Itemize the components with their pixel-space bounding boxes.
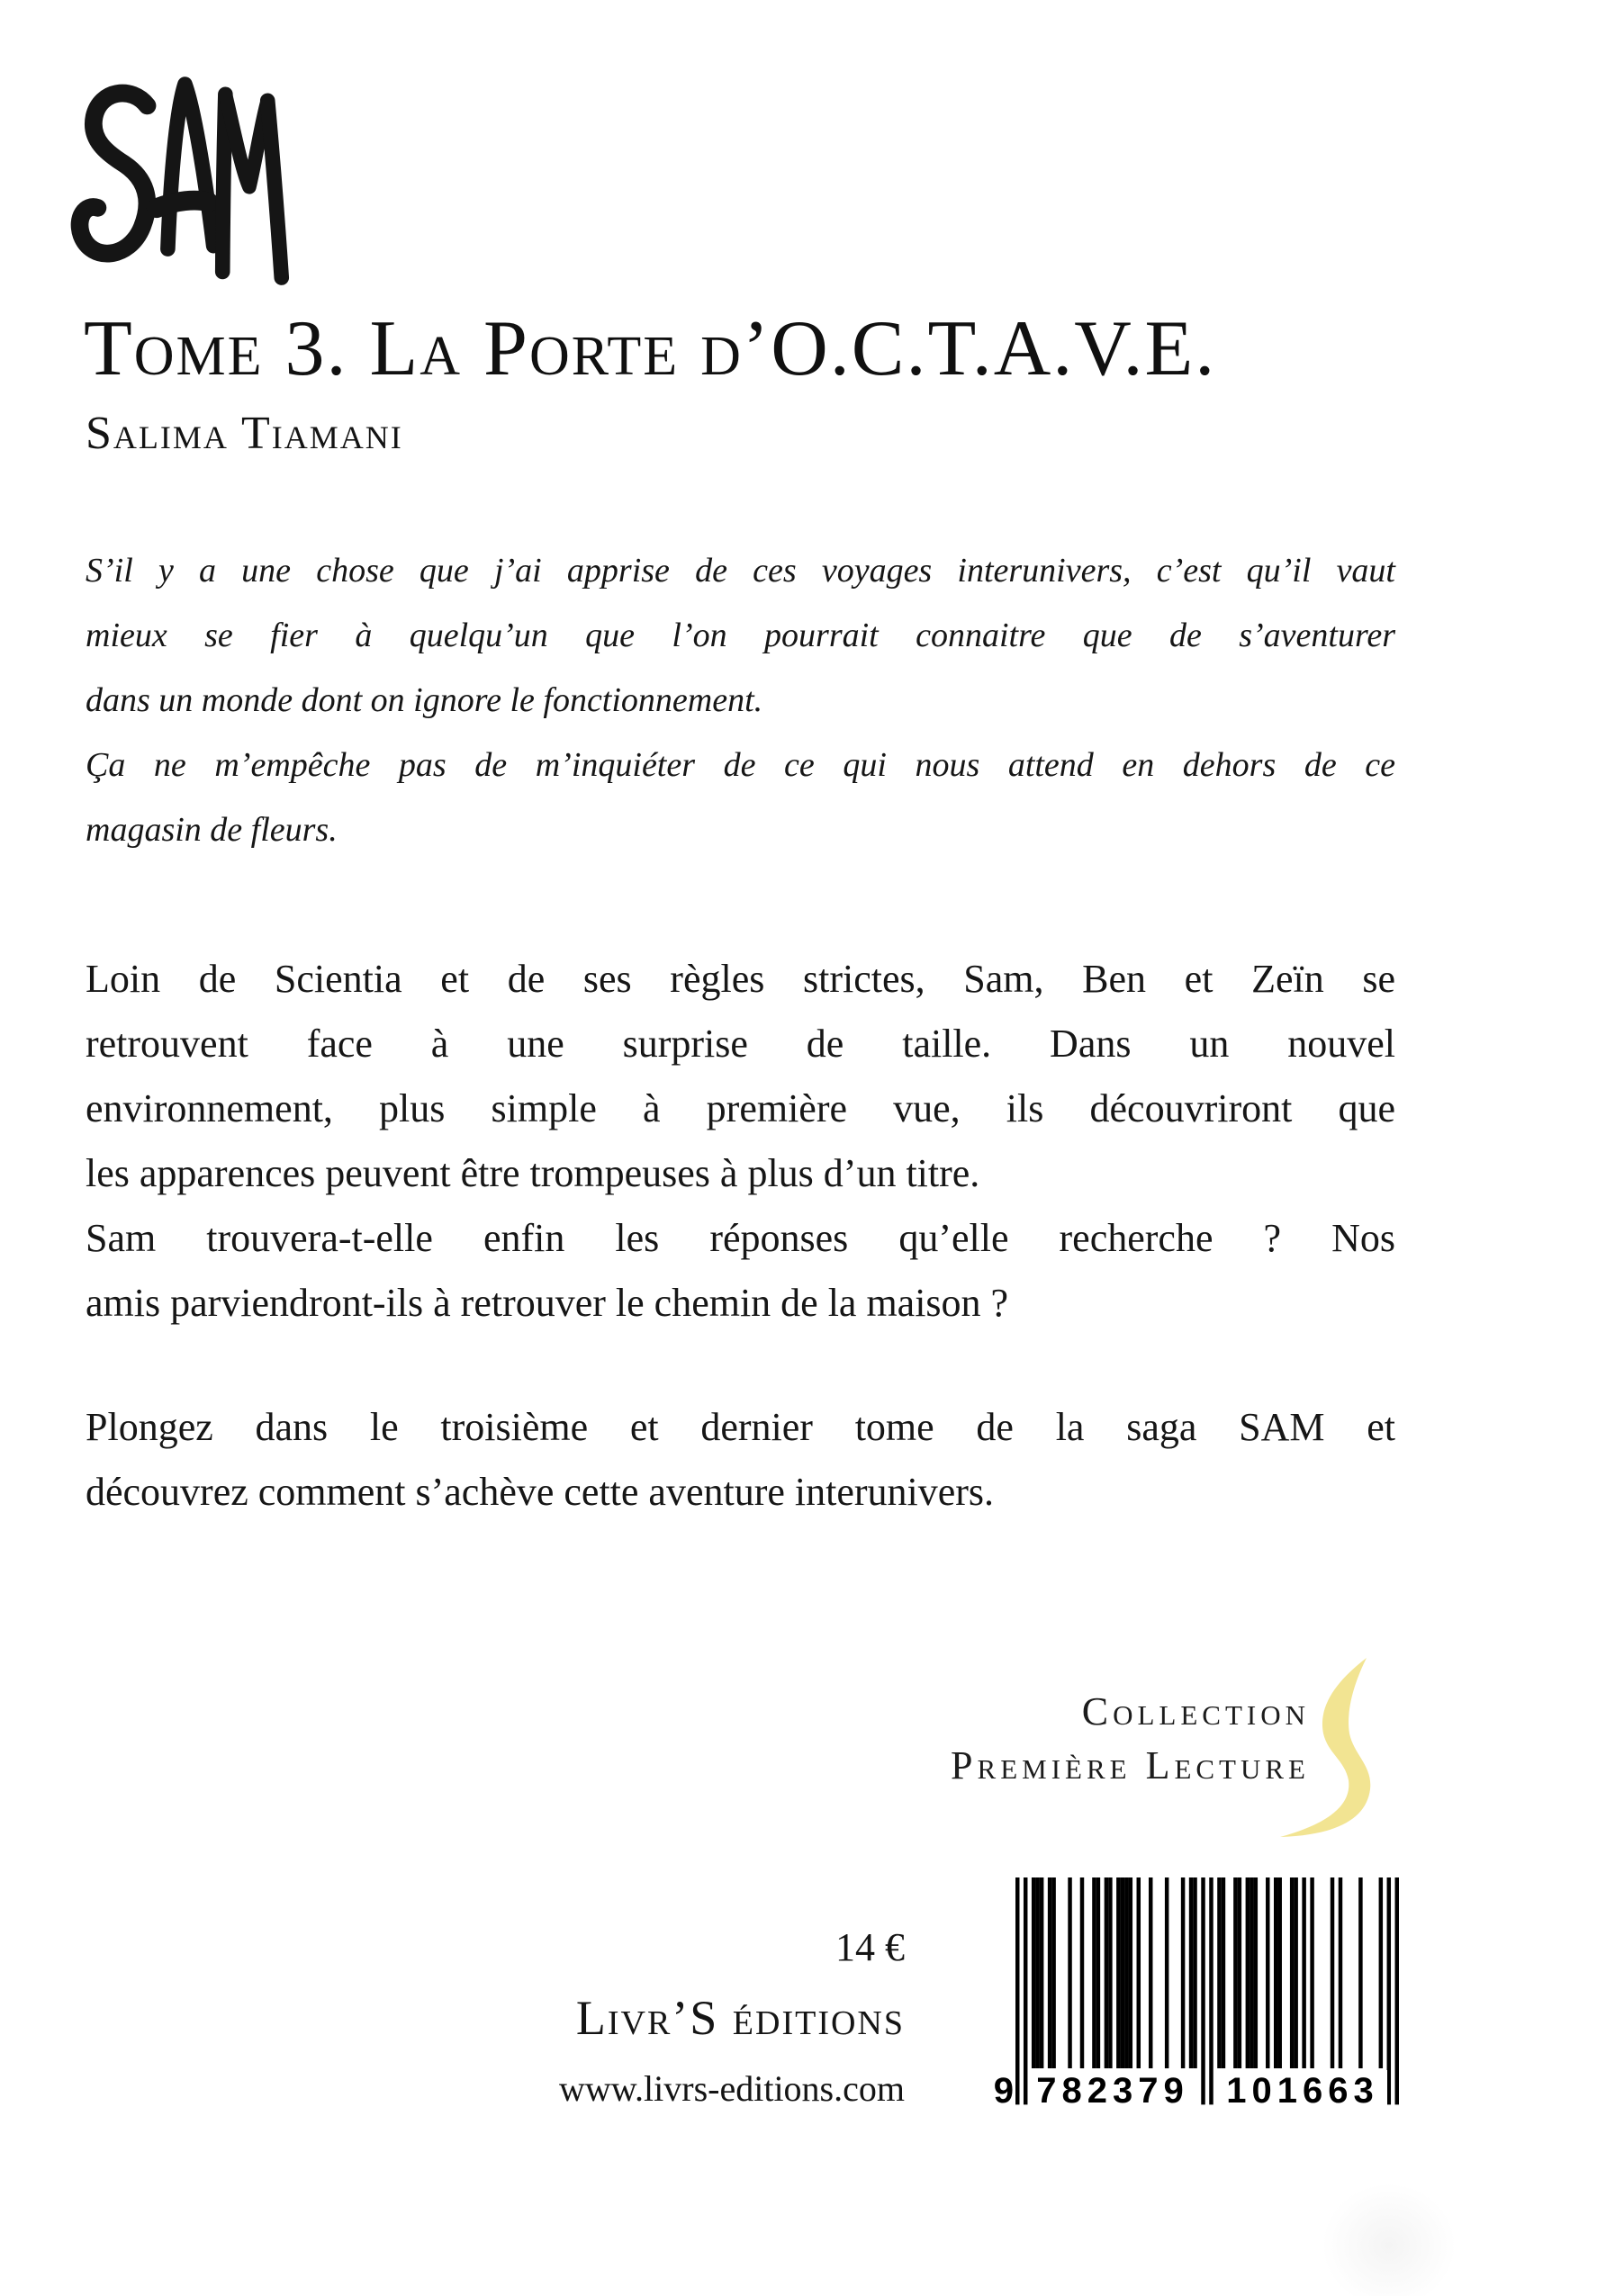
collection-mark [951,1685,1310,1793]
price-label: 14 € [835,1925,905,1969]
barcode-digits-group2: 101663 [1218,2070,1387,2111]
text-line: amis parviendront-ils à retrouver le chemin de la maison ? [86,1281,1009,1325]
book-title: Tome 3. La Porte d’O.C.T.A.V.E. [84,305,1217,392]
text-line: découvrez comment s’achève cette aventure interunivers. [86,1470,995,1514]
ean13-barcode [993,1877,1399,2111]
book-author: Salima Tiamani [86,408,403,459]
narrator-quote [86,538,1395,862]
publisher-website: www.livrs-editions.com [558,2068,905,2109]
text-line: Sam trouvera-t-elle enfin les réponses qu’elle recherche ? Nos [86,1216,1395,1260]
collection-line1: Collection [1081,1689,1310,1733]
barcode-digits-group1: 782379 [1028,2070,1197,2111]
s-swirl-path [1280,1658,1370,1837]
text-line: dans un monde dont on ignore le fonctionnement. [86,681,763,719]
sam-brush-logo [61,44,311,302]
synopsis-text [86,947,1395,1336]
text-line: magasin de fleurs. [86,811,338,849]
collection-line2: Première Lecture [951,1743,1310,1787]
text-line: retrouvent face à une surprise de taille. Dans un nouvel [86,1022,1395,1066]
publisher-name: Livr’S éditions [575,1991,905,2045]
text-line: Ça ne m’empêche pas de m’inquiéter de ce qui nous attend en dehors de ce [86,746,1395,784]
barcode-digit-left: 9 [993,2071,1014,2111]
s-swirl-icon [1266,1656,1392,1845]
text-line: mieux se fier à quelqu’un que l’on pourrait connaitre que de s’aventurer [86,617,1395,654]
text-line: S’il y a une chose que j’ai apprise de ces voyages interunivers, c’est qu’il vaut [86,552,1395,590]
text-line: Plongez dans le troisième et dernier tome de la saga SAM et [86,1405,1395,1449]
closing-text [86,1395,1395,1525]
sam-logo-icon [61,44,311,302]
text-line: les apparences peuvent être trompeuses à plus d’un titre. [86,1151,980,1195]
print-smudge [1322,2183,1457,2296]
text-line: Loin de Scientia et de ses règles strictes, Sam, Ben et Zeïn se [86,957,1395,1001]
text-line: environnement, plus simple à première vue, ils découvriront que [86,1086,1395,1130]
publisher-block [455,1924,905,2110]
